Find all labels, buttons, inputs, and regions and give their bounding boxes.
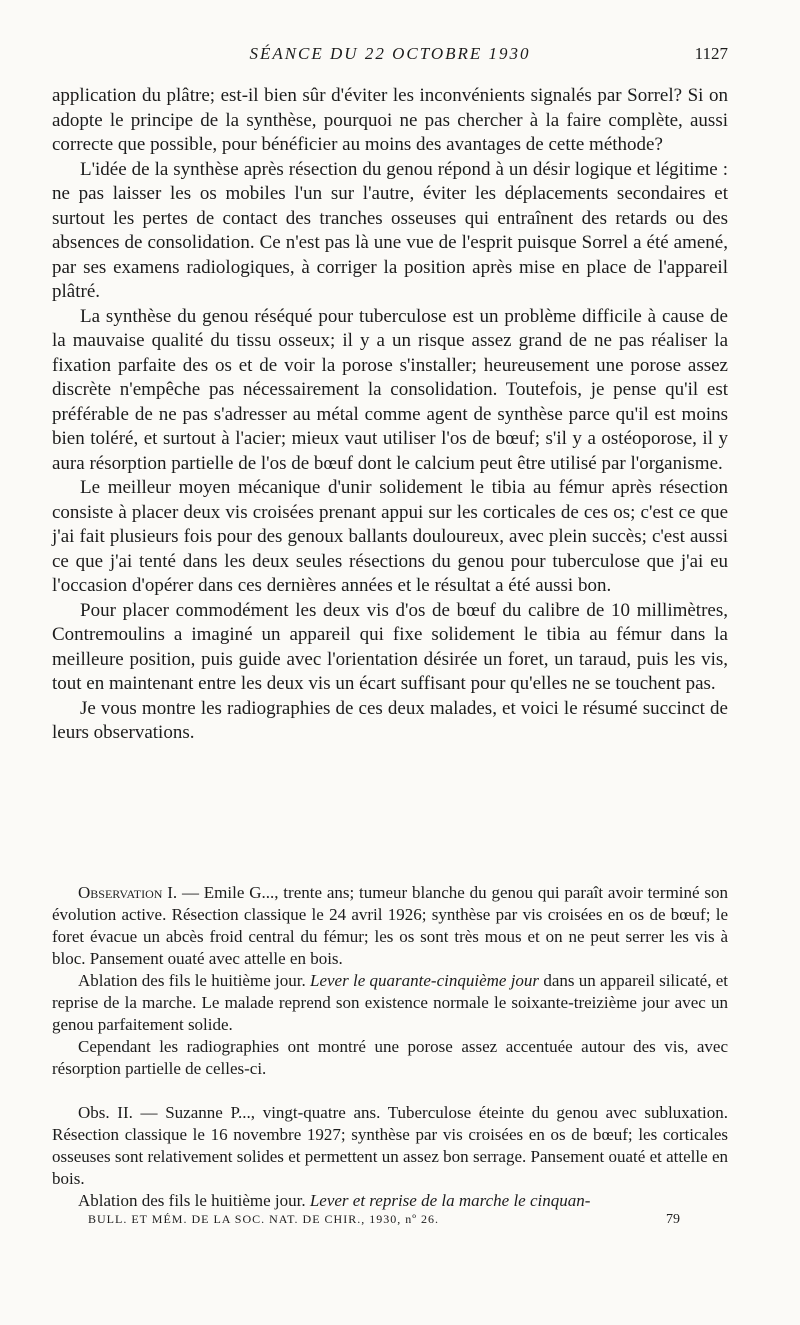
observation-1 (52, 882, 728, 1080)
observation-2 (52, 1102, 728, 1212)
observation-2-text: — Suzanne P..., vingt-quatre ans. Tuberculose éteinte du genou avec subluxation. Résection classique le 16 novembre 1927; synthèse par vis croisées en os de bœuf; les corticales osseuses sont relativement solides et permettent un assez bon serrage. Pansement ouaté et attelle en bois. (52, 1103, 729, 1188)
paragraph-3: La synthèse du genou réséqué pour tuberculose est un problème difficile à cause de la mauvaise qualité du tissu osseux; il y a un risque assez grand de ne pas réaliser la fixation parfaite des os et de voir la porose s'installer; heureusement une porose assez discrète n'empêche pas nécessairement la consolidation. Toutefois, je pense qu'il est préférable de ne pas s'adresser au métal comme agent de synthèse parce qu'il est moins bien toléré, et surtout à l'acier; mieux vaut utiliser l'os de bœuf; s'il y a ostéoporose, il y aura résorption partielle de l'os de bœuf dont le calcium peut être utilisé par l'organisme. (52, 305, 728, 474)
paragraph-2: L'idée de la synthèse après résection du genou répond à un désir logique et légitime : ne pas laisser les os mobiles l'un sur l'autre, éviter les déplacements secondaires et surtout les pertes de contact des tranches osseuses qui entraînent des retards ou des absences de consolidation. Ce n'est pas là une vue de l'esprit puisque Sorrel a été amené, par ses examens radiologiques, à corriger la position après mise en place de l'appareil plâtré. (52, 158, 728, 302)
observation-2-p1 (52, 1102, 728, 1190)
paragraph-6: Je vous montre les radiographies de ces deux malades, et voici le résumé succinct de leurs observations. (52, 697, 728, 743)
observation-1-p1 (52, 882, 728, 970)
paragraph-1: application du plâtre; est-il bien sûr d'éviter les inconvénients signalés par Sorrel? Si on adopte le principe de la synthèse, pourquoi ne pas chercher à la faire complète, aussi correcte que possible, pour bénéficier au moins des avantages de cette méthode? (52, 85, 728, 155)
page-number: 1127 (694, 44, 728, 63)
observation-1-p2-b: dans un appareil silicaté, et reprise de la marche. Le malade reprend son existence normale le soixante-treizième jour avec un genou parfaitement solide. (52, 971, 729, 1034)
observation-1-p3: Cependant les radiographies ont montré une porose assez accentuée autour des vis, avec résorption partielle de celles-ci. (52, 1037, 728, 1078)
observation-2-p2-a: Ablation des fils le huitième jour. (78, 1191, 310, 1210)
body-text (52, 84, 728, 746)
paragraph-5: Pour placer commodément les deux vis d'os de bœuf du calibre de 10 millimètres, Contremoulins a imaginé un appareil qui fixe solidement le tibia au fémur dans la meilleure position, puis guide avec l'orientation désirée un foret, un taraud, puis les vis, tout en maintenant entre les deux vis un écart suffisant pour qu'elles ne se touchent pas. (52, 599, 728, 694)
observation-1-text: — Emile G..., trente ans; tumeur blanche du genou qui paraît avoir terminé son évolution active. Résection classique le 24 avril 1926; synthèse par vis croisées en os de bœuf; le foret évacue un abcès froid central du fémur; les os sont très mous et on ne peut serrer les vis à bloc. Pansement ouaté avec attelle en bois. (52, 883, 728, 968)
observation-2-label: Obs. II. (78, 1103, 133, 1122)
observation-2-p2 (52, 1190, 728, 1212)
page-footer (88, 1212, 680, 1227)
observation-1-p2-a: Ablation des fils le huitième jour. (78, 971, 310, 990)
observation-2-p2-italic: Lever et reprise de la marche le cinquan- (309, 1191, 591, 1210)
observation-1-p2-italic: Lever le quarante-cinquième jour (310, 971, 540, 990)
header-title: SÉANCE DU 22 OCTOBRE 1930 (249, 44, 531, 63)
observation-1-label: Observation I. (78, 883, 178, 902)
footer-sheet-number: 79 (666, 1212, 680, 1227)
footer-reference: BULL. ET MÉM. DE LA SOC. NAT. DE CHIR., 1930, nº 26. (88, 1212, 439, 1226)
running-header (52, 44, 728, 68)
observation-1-p2 (52, 970, 728, 1036)
paragraph-4: Le meilleur moyen mécanique d'unir solidement le tibia au fémur après résection consiste à placer deux vis croisées prenant appui sur les corticales de ces os; c'est ce que j'ai fait plusieurs fois pour des genoux ballants douloureux, avec plein succès; c'est aussi ce que j'ai tenté dans les deux seules résections du genou pour tuberculose que j'ai eu l'occasion d'opérer dans ces dernières années et le résultat a été aussi bon. (52, 477, 728, 596)
